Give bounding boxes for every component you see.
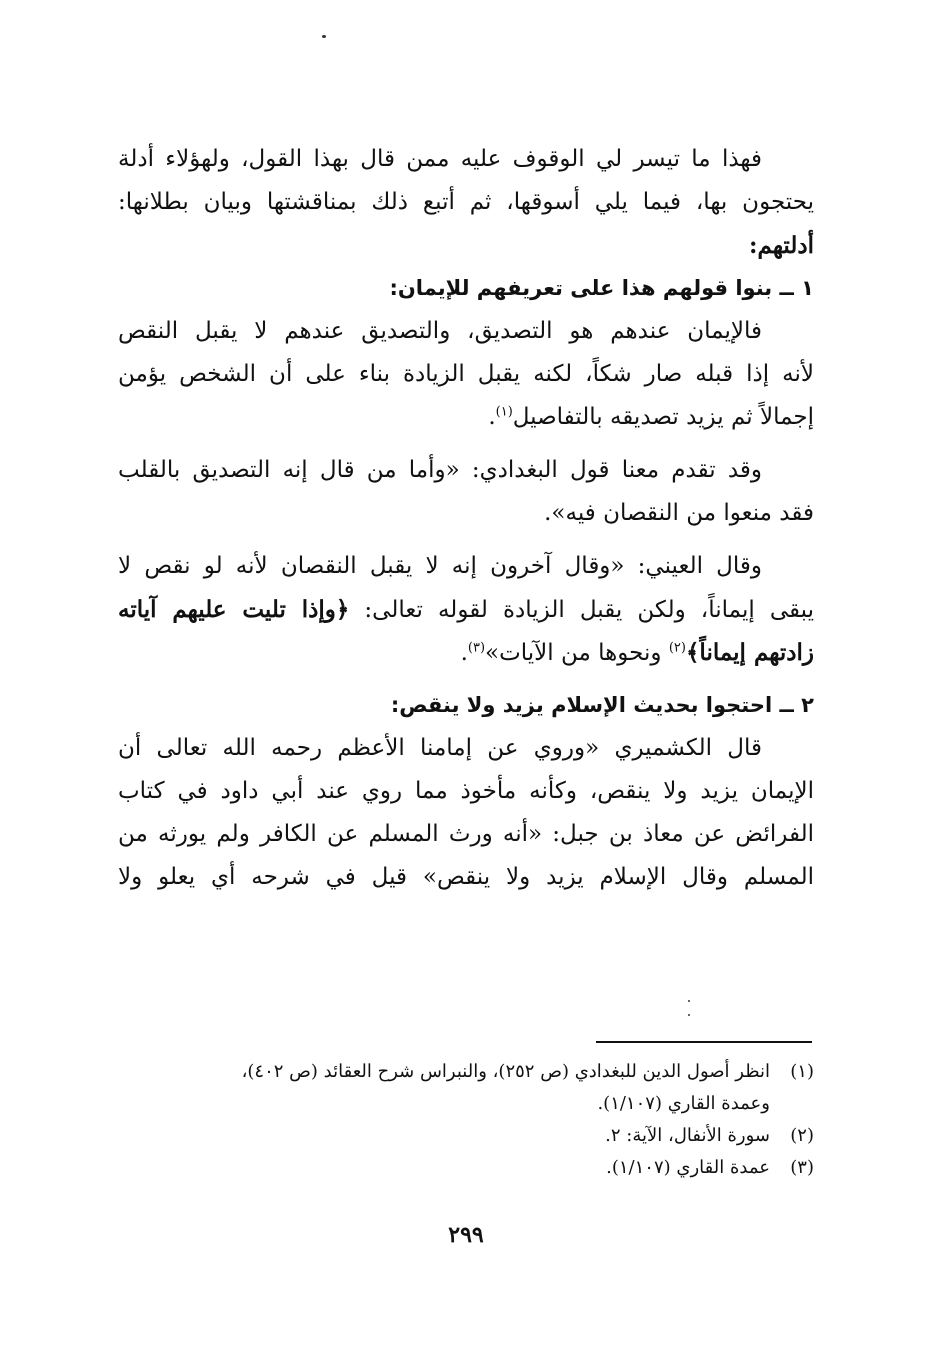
footnote-1 [118, 1056, 814, 1088]
paragraph-text: . [460, 640, 468, 666]
footnote-number: (٣) [790, 1157, 814, 1178]
quran-quote: ﴿وإذا تليت عليهم آياته [118, 596, 350, 623]
intro-line: يحتجون بها، فيما يلي أسوقها، ثم أتبع ذلك بمناقشتها وبيان بطلانها: [118, 189, 814, 215]
footnotes [118, 1056, 814, 1184]
paragraph-text: إجمالاً ثم يزيد تصديقه بالتفاصيل [512, 404, 814, 430]
paragraph-line: وقال العيني: «وقال آخرون إنه لا يقبل النقصان لأنه لو نقص لا [118, 553, 762, 579]
paragraph-line [118, 588, 814, 631]
section-heading-2: ٢ ــ احتجوا بحديث الإسلام يزيد ولا ينقص: [390, 693, 814, 717]
paragraph-line: الإيمان يزيد ولا ينقص، وكأنه مأخوذ مما روي عند أبي داود في كتاب [118, 778, 814, 804]
footnote-ref-1[interactable]: (١) [495, 404, 513, 420]
paragraph-line: قال الكشميري «وروي عن إمامنا الأعظم رحمه الله تعالى أن [118, 735, 762, 761]
footnote-3 [118, 1152, 814, 1184]
paragraph-text: ونحوها من الآيات» [485, 640, 669, 666]
paragraph-line [118, 631, 814, 674]
scan-speck [688, 1014, 690, 1016]
footnote-text: سورة الأنفال، الآية: ٢. [605, 1125, 770, 1146]
footnote-number: (٢) [790, 1125, 814, 1146]
paragraph-line: فالإيمان عندهم هو التصديق، والتصديق عندهم لا يقبل النقص [118, 318, 762, 344]
footnote-ref-2[interactable]: (٢) [668, 640, 686, 656]
intro-line: أدلتهم: [749, 232, 814, 259]
intro-line: فهذا ما تيسر لي الوقوف عليه ممن قال بهذا القول، ولهؤلاء أدلة [118, 146, 762, 172]
page-number: ٢٩٩ [448, 1222, 484, 1248]
footnote-text: وعمدة القاري (١/١٠٧). [597, 1093, 770, 1114]
footnote-2 [118, 1120, 814, 1152]
paragraph-line: المسلم وقال الإسلام يزيد ولا ينقص» قيل في شرحه أي يعلو ولا [118, 864, 814, 890]
paragraph-line: وقد تقدم معنا قول البغدادي: «وأما من قال إنه التصديق بالقلب [118, 457, 762, 483]
page-body [118, 138, 814, 899]
section-heading-1: ١ ــ بنوا قولهم هذا على تعريفهم للإيمان: [389, 276, 814, 300]
footnote-separator [596, 1041, 812, 1043]
quran-quote: زادتهم إيماناً﴾ [685, 639, 814, 666]
paragraph-line [118, 396, 814, 439]
paragraph-line: لأنه إذا قبله صار شكاً، لكنه يقبل الزيادة بناء على أن الشخص يؤمن [118, 361, 814, 387]
footnote-text: عمدة القاري (١/١٠٧). [606, 1157, 770, 1178]
scan-speck [688, 1000, 690, 1002]
footnote-text: انظر أصول الدين للبغدادي (ص ٢٥٢)، والنبراس شرح العقائد (ص ٤٠٢)، [241, 1061, 770, 1082]
paragraph-text: يبقى إيماناً، ولكن يقبل الزيادة لقوله تعالى: [349, 597, 815, 623]
footnote-1-continued [118, 1088, 814, 1120]
footnote-ref-3[interactable]: (٣) [467, 640, 486, 656]
scan-speck [322, 35, 326, 38]
paragraph-text: . [488, 404, 496, 430]
footnote-number: (١) [790, 1061, 814, 1082]
paragraph-line: فقد منعوا من النقصان فيه». [544, 500, 814, 526]
paragraph-line: الفرائض عن معاذ بن جبل: «أنه ورث المسلم عن الكافر ولم يورثه من [118, 821, 814, 847]
